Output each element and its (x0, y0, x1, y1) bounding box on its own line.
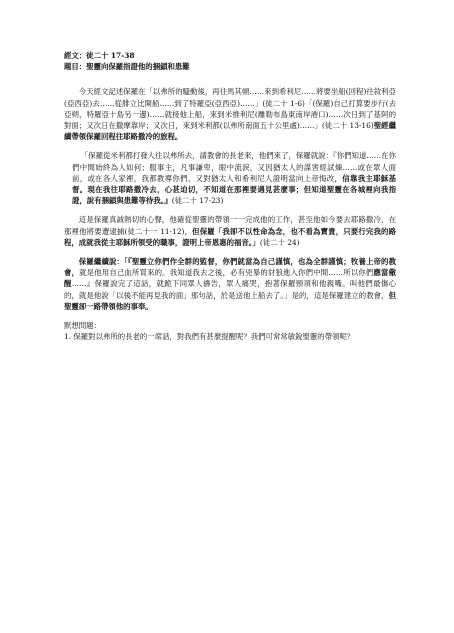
paragraph-1-text: 今天經文記述保羅在「以弗所的騷動後，再往馬其頓……來到希利尼……將要坐船(回程)往敘利亞(亞西亞)去……從腓立比開船……到了特羅亞(亞西亞)……」(徒二十 1-6)「(保羅)自己打算要步行(去亞朔，特羅亞十島另一邊)……就接他上船，來到米推利尼(離勒布島東南岸港口)……次日到了基阿的對面；又次日在撒摩靠岸；又次日，來到米利都(以弗所南面五十公里處)……」(徒二十 13-16) (64, 87, 396, 131)
paragraph-3-emphasis-a: 保羅繼續說：「『聖靈立你們作全群的監督，你們就當為自己謹慎，也為全群謹慎；牧養上帝的教會， (64, 257, 396, 278)
paragraph-3-text-b: ……』保羅說完了這話，就跪下同眾人禱告，眾人痛哭，抱著保羅頸項和他親嘴。叫他們最傷心的，就是他說「以後不能再見我的面」那句話，於是送他上船去了。」是的，這是保羅建立的教會， (64, 279, 396, 300)
discussion-heading: 默想問題： (64, 321, 101, 331)
paragraph-2-text: 這是保羅真誠熱切的心聲，他確從聖靈的帶領一一完成他的工作，甚至他如今要去耶路撒冷，在那裡他將要遭逮捕(徒二十一 11-12)， (64, 215, 396, 236)
discussion-question-1: 1. 保羅對以弗所的長老的一席話，對我們有甚麼提醒呢？我們可常常敏銳聖靈的帶領呢？ (64, 332, 355, 342)
paragraph-3-text-a: 就是他用自己血所買來的。我知道我去之後，必有兇暴的豺狼進入你們中間……所以你們 (79, 268, 374, 278)
quote-1-emphasis: 信靠我主耶穌基督。現在我往耶路撒冷去，心甚迫切，不知道在那裡要遇見甚麼事；但知道聖靈在各城裡向我指證，說有捆鎖與患難等待我。』 (72, 173, 396, 206)
paragraph-2-reference: (徒二十 24) (259, 237, 300, 247)
paragraph-3-emphasis-c: 但聖靈卻一路帶領他的事奉。 (64, 290, 396, 311)
quote-1-reference: (徒二十 17-23) (171, 196, 224, 206)
paragraph-2 (64, 214, 396, 248)
paragraph-2-emphasis: 但保羅「我卻不以性命為念，也不看為寶貴，只要行完我的路程，成就我從主耶穌所領受的職事，證明上帝恩惠的福音。」 (64, 226, 396, 247)
quote-1-text: 「保羅從米利都打發人往以弗所去，請教會的長老來，他們來了，保羅就說：『你們知道……在你們中間始終為人如何；服事主，凡事謙卑，眼中流淚，又因猶太人的謀害經試煉……或在眾人面前，或在各人家裡，我都教導你們，又對猶太人和希利尼人證明當向上帝悔改， (72, 151, 396, 183)
paragraph-1-emphasis: 聖經繼續帶領保羅回程往耶路撒冷的旅程。 (64, 121, 396, 142)
paragraph-3-emphasis-b: 應當儆醒 (64, 268, 396, 289)
document-body (64, 50, 396, 342)
paragraph-3 (64, 256, 396, 312)
sermon-title: 題目：聖靈向保羅指證他的捆鎖和患難 (64, 62, 190, 72)
spacer (64, 72, 396, 86)
quote-block-1 (64, 150, 396, 206)
scripture-reference: 經文：徒二十 17-38 (64, 51, 135, 60)
paragraph-1 (64, 86, 396, 142)
